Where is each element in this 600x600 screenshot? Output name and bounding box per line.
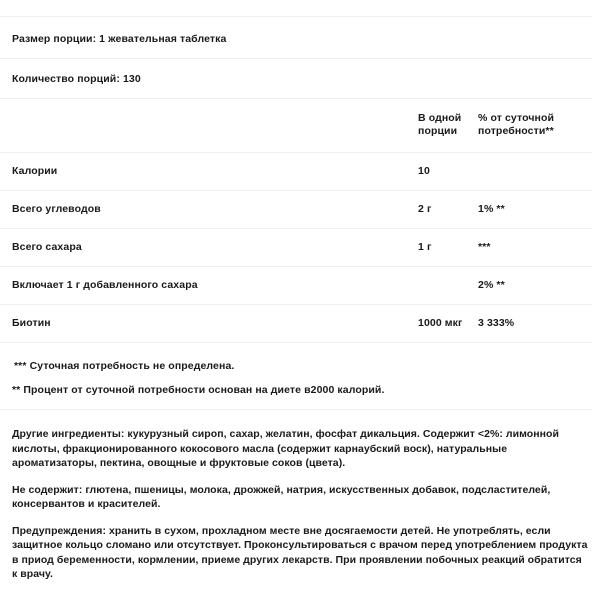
top-spacer [0, 0, 600, 16]
nutrient-name: Биотин [12, 317, 51, 329]
footnote-bottom-spacer [0, 397, 600, 409]
header-amount-per-serving: В одной порции [418, 112, 462, 137]
nutrient-name: Включает 1 г добавленного сахара [12, 279, 198, 291]
nutrient-name: Всего углеводов [12, 203, 101, 215]
table-row [0, 267, 600, 304]
nutrient-daily-value: 2% ** [478, 279, 505, 291]
nutrition-table [0, 99, 600, 343]
nutrient-amount: 1000 мкг [418, 317, 463, 329]
table-header-row [0, 99, 600, 152]
footnote-triple-star: *** Суточная потребность не определена. [14, 360, 235, 372]
footnote-double-star: ** Процент от суточной потребности основан на диете в2000 калорий. [12, 384, 385, 396]
nutrient-daily-value: 3 333% [478, 317, 515, 329]
servings-per-container-label: Количество порций: 130 [12, 73, 141, 85]
warnings-paragraph: Предупреждения: хранить в сухом, прохладном месте вне досягаемости детей. Не употреблять, если защитное кольцо сломано или отсутствует. Проконсультироваться с врачом перед употреблением продукта в приод беременности, кормлении, приеме других лекарств. При проявлении побочных реакций обратится к врачу. [12, 524, 588, 580]
nutrient-amount: 10 [418, 165, 430, 177]
free-from-paragraph: Не содержит: глютена, пшеницы, молока, дрожжей, натрия, искусственных добавок, подсластителей, консервантов и красителей. [12, 483, 551, 510]
nutrient-daily-value: 1% ** [478, 203, 505, 215]
nutrient-name: Всего сахара [12, 241, 82, 253]
serving-size-label: Размер порции: 1 жевательная таблетка [12, 33, 227, 45]
nutrient-amount: 1 г [418, 241, 432, 253]
table-row [0, 229, 600, 266]
nutrient-name: Калории [12, 165, 58, 177]
serving-size-row [0, 17, 600, 58]
nutrient-amount: 2 г [418, 203, 432, 215]
nutrient-daily-value: *** [478, 241, 491, 253]
table-row [0, 153, 600, 190]
other-ingredients-paragraph: Другие ингредиенты: кукурузный сироп, сахар, желатин, фосфат дикальция. Содержит <2%: лимонной кислоты, фракционированного кокосового масла (содержит карнаубский воск), натуральные ароматизаторы, пектина, овощные и фруктовые соков (цвета). [12, 428, 560, 469]
header-daily-value: % от суточной потребности** [478, 112, 555, 137]
paragraph-block [0, 410, 600, 582]
servings-per-container-row [0, 59, 600, 98]
table-row [0, 305, 600, 342]
table-row [0, 191, 600, 228]
